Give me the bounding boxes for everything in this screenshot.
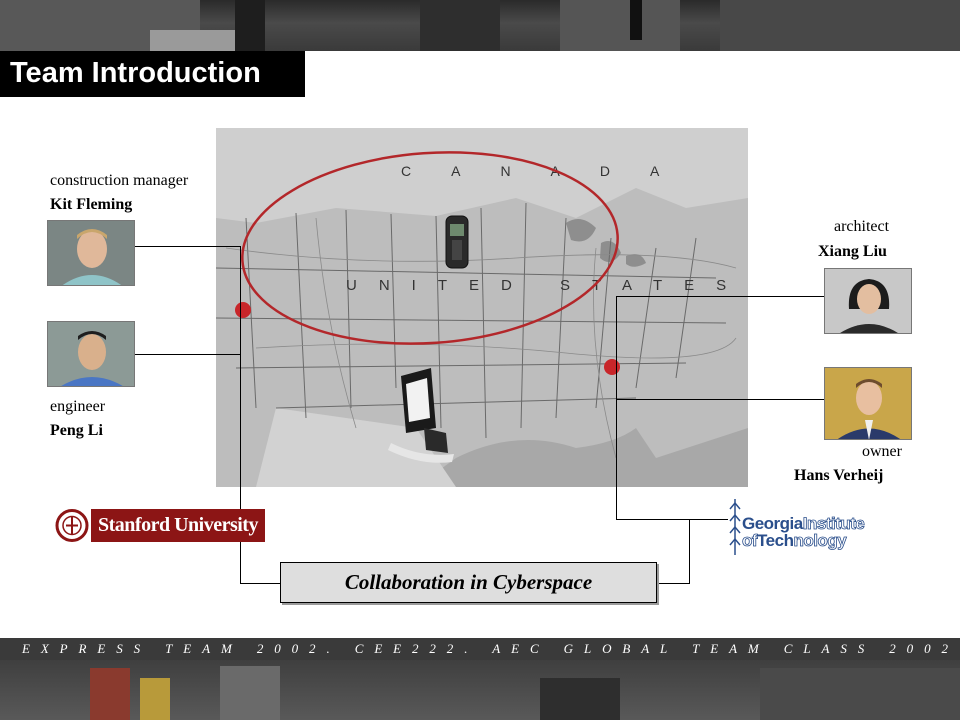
map-canada-label: CANADA <box>401 163 700 179</box>
georgia-tech-logo <box>728 498 908 556</box>
connector-line <box>240 583 280 584</box>
stanford-logo <box>55 507 265 544</box>
kit-fleming-photo <box>47 220 135 286</box>
architect-role: architect <box>834 218 890 235</box>
engineer-role: engineer <box>50 398 106 415</box>
peng-li-photo <box>47 321 135 387</box>
page-title: Team Introduction <box>10 57 261 89</box>
title-bar <box>0 51 305 97</box>
mobile-phone-icon <box>446 216 468 268</box>
connector-line <box>135 354 240 355</box>
gatech-nology: nology <box>793 531 847 550</box>
connector-line <box>616 296 824 297</box>
hans-verheij-photo <box>824 367 912 440</box>
xiang-liu-photo <box>824 268 912 334</box>
owner-role: owner <box>862 443 902 460</box>
stanford-wordmark: Stanford University <box>91 509 265 542</box>
map-us-label: UNITED STATES <box>346 277 748 294</box>
engineer-name: Peng Li <box>50 422 103 439</box>
collaboration-label: Collaboration in Cyberspace <box>344 570 593 594</box>
connector-line <box>689 519 728 520</box>
footer-text: EXPRESS TEAM 2002. CEE222. AEC GLOBAL TEAM CLASS 2002 <box>22 641 959 656</box>
header-band <box>0 0 960 51</box>
owner-name: Hans Verheij <box>794 467 884 484</box>
stanford-seal-icon <box>55 507 89 544</box>
gatech-institute: Institute <box>802 514 865 533</box>
architect-name: Xiang Liu <box>818 243 887 260</box>
gatech-georgia: Georgia <box>742 514 803 533</box>
connector-line <box>689 519 690 583</box>
construction-manager-name: Kit Fleming <box>50 196 133 213</box>
georgia-tech-emblem-icon <box>728 499 742 555</box>
connector-line <box>616 399 824 400</box>
connector-line <box>657 583 690 584</box>
map-graphic <box>216 128 748 487</box>
construction-manager-role: construction manager <box>50 172 189 189</box>
us-map <box>216 128 748 487</box>
footer-band <box>0 638 960 720</box>
connector-line <box>135 246 240 247</box>
collaboration-box <box>280 562 657 603</box>
gatech-tech: Tech <box>757 531 794 550</box>
connector-line <box>616 296 617 520</box>
gatech-of: of <box>742 531 758 550</box>
connector-line <box>616 519 689 520</box>
